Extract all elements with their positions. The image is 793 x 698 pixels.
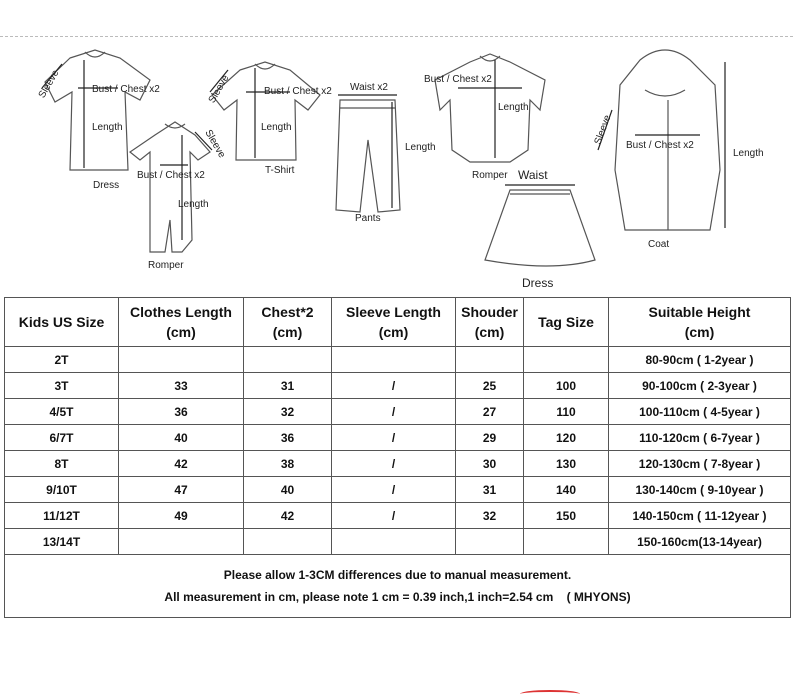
romper-footed-drawing: [130, 122, 212, 252]
table-row: [5, 503, 791, 529]
tshirt-length-label: Length: [261, 122, 292, 133]
cell-clothes-length: [119, 529, 244, 555]
cell-shoulder: 25: [456, 373, 524, 399]
cell-sleeve-length: /: [332, 477, 456, 503]
cell-suitable-height: 100-110cm ( 4-5year ): [609, 399, 791, 425]
cell-chest: [244, 347, 332, 373]
cell-size: 11/12T: [5, 503, 119, 529]
cell-shoulder: [456, 347, 524, 373]
header-size: Kids US Size: [5, 298, 119, 347]
garment-measurement-illustration: [0, 40, 793, 296]
note-line-1: Please allow 1-3CM differences due to manual measurement.: [223, 568, 572, 582]
cell-clothes-length: 33: [119, 373, 244, 399]
cell-shoulder: 27: [456, 399, 524, 425]
romper-length-label: Length: [178, 199, 209, 210]
cell-size: 4/5T: [5, 399, 119, 425]
header-tag-size: Tag Size: [524, 298, 609, 347]
cell-sleeve-length: [332, 529, 456, 555]
tshirt-bust-label: Bust / Chest x2: [264, 86, 332, 97]
cell-size: 6/7T: [5, 425, 119, 451]
tshirt-label: T-Shirt: [265, 165, 295, 176]
cell-suitable-height: 110-120cm ( 6-7year ): [609, 425, 791, 451]
romper-bust-label: Bust / Chest x2: [137, 170, 205, 181]
pants-drawing: [336, 95, 400, 212]
size-chart-table: [4, 297, 791, 618]
cell-tag-size: [524, 529, 609, 555]
cell-clothes-length: 36: [119, 399, 244, 425]
cell-chest: 42: [244, 503, 332, 529]
header-shoulder: Shouder (cm): [456, 298, 524, 347]
header-suitable-height: Suitable Height (cm): [609, 298, 791, 347]
table-row: [5, 425, 791, 451]
dress-sleeve-label: Sleeve: [36, 68, 62, 101]
coat-bust-label: Bust / Chest x2: [626, 140, 694, 151]
cell-suitable-height: 150-160cm(13-14year): [609, 529, 791, 555]
cell-clothes-length: 49: [119, 503, 244, 529]
cell-suitable-height: 130-140cm ( 9-10year ): [609, 477, 791, 503]
cell-shoulder: 32: [456, 503, 524, 529]
table-row: [5, 399, 791, 425]
tshirt-sleeve-label: Sleeve: [206, 73, 232, 106]
red-brush-mark: [520, 690, 580, 698]
cell-shoulder: 29: [456, 425, 524, 451]
dress-label: Dress: [93, 180, 120, 191]
cell-suitable-height: 90-100cm ( 2-3year ): [609, 373, 791, 399]
dress-bust-label: Bust / Chest x2: [92, 84, 160, 95]
cell-chest: [244, 529, 332, 555]
cell-sleeve-length: /: [332, 451, 456, 477]
cell-size: 13/14T: [5, 529, 119, 555]
cell-chest: 31: [244, 373, 332, 399]
cell-clothes-length: 47: [119, 477, 244, 503]
cell-size: 8T: [5, 451, 119, 477]
cell-suitable-height: 120-130cm ( 7-8year ): [609, 451, 791, 477]
note-line-2: All measurement in cm, please note 1 cm = 0.39 inch,1 inch=2.54 cm ( MHYONS): [164, 590, 631, 604]
cell-sleeve-length: /: [332, 399, 456, 425]
cell-tag-size: 120: [524, 425, 609, 451]
coat-label: Coat: [648, 239, 670, 250]
table-row: [5, 529, 791, 555]
cell-size: 3T: [5, 373, 119, 399]
table-header-row: [5, 298, 791, 347]
pants-waist-label: Waist x2: [350, 82, 388, 93]
table-row: [5, 451, 791, 477]
bodysuit-romper-label: Romper: [472, 170, 508, 181]
dress-length-label: Length: [92, 122, 123, 133]
cell-tag-size: 100: [524, 373, 609, 399]
cell-chest: 32: [244, 399, 332, 425]
notes-row: [5, 555, 791, 618]
cell-chest: 40: [244, 477, 332, 503]
header-chest: Chest*2 (cm): [244, 298, 332, 347]
coat-sleeve-label: Sleeve: [592, 113, 614, 147]
dress-drawing: [42, 50, 150, 170]
cell-suitable-height: 80-90cm ( 1-2year ): [609, 347, 791, 373]
cell-tag-size: 150: [524, 503, 609, 529]
pants-label: Pants: [355, 213, 381, 224]
pants-length-label: Length: [405, 142, 436, 153]
cell-chest: 36: [244, 425, 332, 451]
cell-sleeve-length: [332, 347, 456, 373]
table-row: [5, 477, 791, 503]
romper-sleeve-label: Sleeve: [202, 128, 228, 160]
cell-shoulder: 31: [456, 477, 524, 503]
cell-clothes-length: 40: [119, 425, 244, 451]
cell-chest: 38: [244, 451, 332, 477]
header-clothes-length: Clothes Length (cm): [119, 298, 244, 347]
cell-sleeve-length: /: [332, 425, 456, 451]
bodysuit-bust-label: Bust / Chest x2: [424, 74, 492, 85]
cell-tag-size: 130: [524, 451, 609, 477]
cell-size: 2T: [5, 347, 119, 373]
cell-tag-size: 110: [524, 399, 609, 425]
skirt-dress-label: Dress: [522, 276, 554, 290]
cell-clothes-length: [119, 347, 244, 373]
cell-tag-size: [524, 347, 609, 373]
cell-clothes-length: 42: [119, 451, 244, 477]
table-row: [5, 347, 791, 373]
coat-length-label: Length: [733, 148, 764, 159]
skirt-waist-label: Waist: [518, 168, 548, 182]
bodysuit-length-label: Length: [498, 102, 529, 113]
romper-footed-label: Romper: [148, 260, 184, 271]
cell-sleeve-length: /: [332, 373, 456, 399]
measurement-notes: [5, 555, 791, 618]
skirt-drawing: [485, 185, 595, 266]
cell-sleeve-length: /: [332, 503, 456, 529]
header-sleeve-length: Sleeve Length (cm): [332, 298, 456, 347]
cell-shoulder: [456, 529, 524, 555]
cell-size: 9/10T: [5, 477, 119, 503]
table-row: [5, 373, 791, 399]
top-divider: [0, 36, 793, 37]
cell-suitable-height: 140-150cm ( 11-12year ): [609, 503, 791, 529]
cell-tag-size: 140: [524, 477, 609, 503]
cell-shoulder: 30: [456, 451, 524, 477]
